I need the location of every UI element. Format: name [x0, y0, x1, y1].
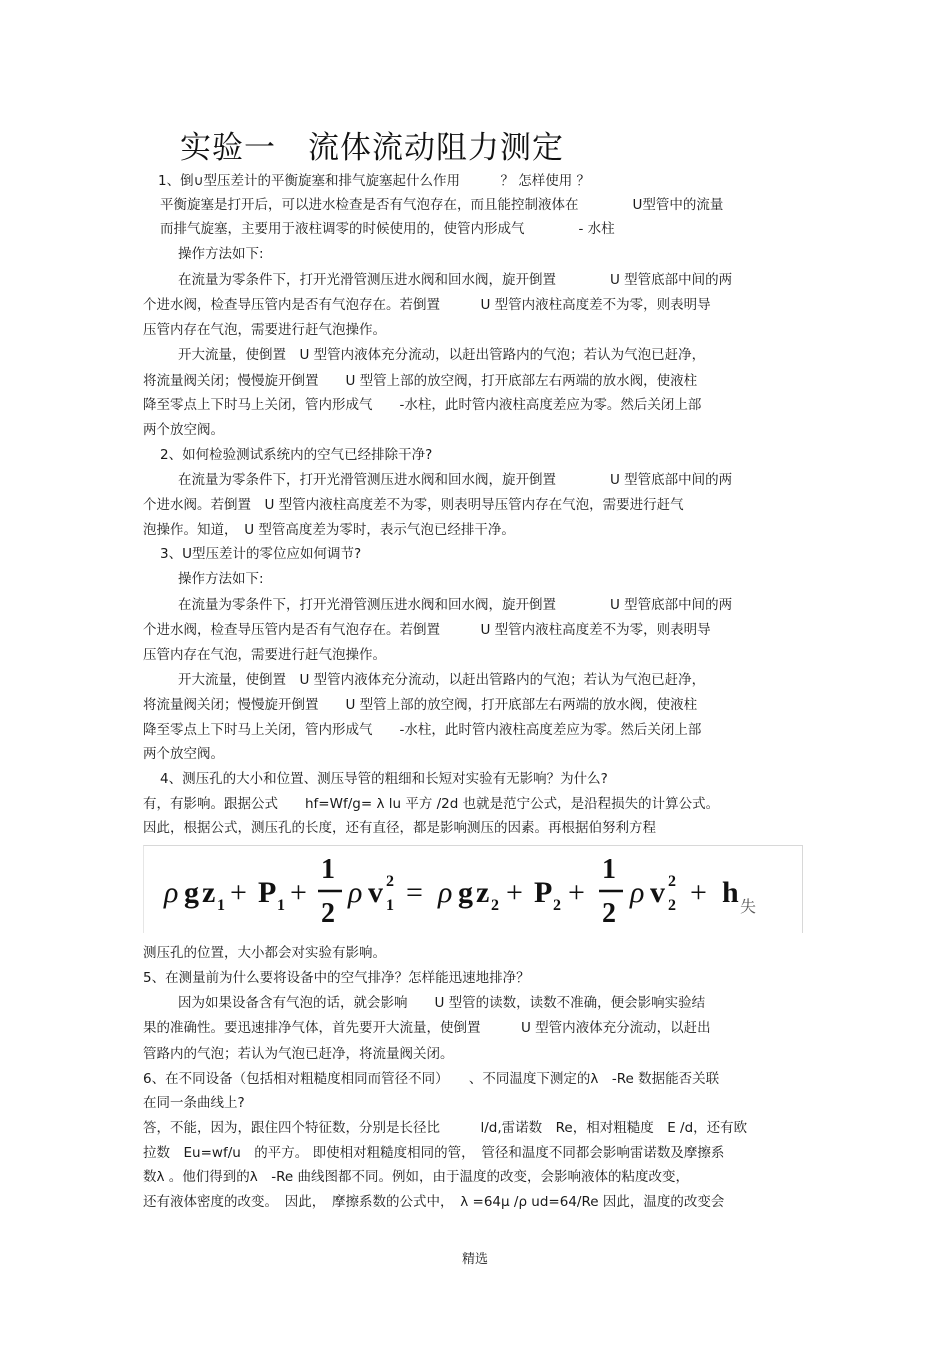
text-line: 降至零点上下时马上关闭，管内形成气 -水柱，此时管内液柱高度差应为零。然后关闭上部: [143, 722, 702, 738]
text-line: 个进水阀，检查导压管内是否有气泡存在。若倒置 U 型管内液柱高度差不为零，则表明导: [143, 297, 711, 313]
text-line: 测压孔的位置，大小都会对实验有影响。: [143, 945, 386, 961]
equation-svg: [144, 846, 802, 932]
text-line: 1、倒∪型压差计的平衡旋塞和排气旋塞起什么作用 ？ 怎样使用 ？: [158, 173, 591, 189]
eq-h: h: [722, 876, 739, 909]
eq-P-2: P: [534, 876, 553, 909]
text-line: 因此，根据公式，测压孔的长度，还有直径，都是影响测压的因素。再根据伯努利方程: [143, 820, 656, 836]
text-line: 6、在不同设备（包括相对粗糙度相同而管径不同） 、不同温度下测定的λ -Re 数据能否关联: [143, 1071, 720, 1087]
text-line: 将流量阀关闭；慢慢旋开倒置 U 型管上部的放空阀，打开底部左右两端的放水阀，使液柱: [143, 373, 698, 389]
eq-equals: =: [406, 876, 423, 909]
eq-g-2: g: [458, 876, 473, 909]
text-line: 开大流量，使倒置 U 型管内液体充分流动，以赶出管路内的气泡；若认为气泡已赶净，: [178, 347, 706, 363]
eq-v-sub-2: 2: [668, 897, 676, 914]
text-line: 答，不能，因为，跟住四个特征数，分别是长径比 l/d,雷诺数 Re，相对粗糙度 E /d，还有欧: [143, 1120, 748, 1136]
eq-v-1: v: [368, 876, 383, 909]
text-line: 将流量阀关闭；慢慢旋开倒置 U 型管上部的放空阀，打开底部左右两端的放水阀，使液柱: [143, 697, 698, 713]
eq-z-1: z: [202, 876, 216, 909]
eq-P-sub-2: 2: [553, 897, 561, 914]
eq-z-sub-2: 2: [491, 897, 499, 914]
page-footer: 精选: [461, 1252, 488, 1267]
text-line: 操作方法如下:: [178, 246, 264, 262]
text-line: 在同一条曲线上?: [143, 1095, 245, 1111]
eq-h-sub: 失: [740, 897, 757, 916]
eq-rho-3: ρ: [438, 876, 453, 909]
eq-z-2: z: [476, 876, 490, 909]
eq-P-sub-1: 1: [277, 897, 285, 914]
text-line: 3、U型压差计的零位应如何调节?: [160, 546, 362, 562]
eq-plus-5: +: [690, 876, 707, 909]
text-line: 拉数 Eu=wf/u 的平方。 即使相对粗糙度相同的管， 管径和温度不同都会影响雷诺数及摩擦系: [143, 1145, 725, 1161]
text-line: 2、如何检验测试系统内的空气已经排除干净?: [160, 447, 433, 463]
eq-frac-den-1: 2: [321, 898, 335, 929]
text-line: 操作方法如下:: [178, 571, 264, 587]
text-line: 开大流量，使倒置 U 型管内液体充分流动，以赶出管路内的气泡；若认为气泡已赶净，: [178, 672, 706, 688]
eq-P-1: P: [258, 876, 277, 909]
eq-frac-num-1: 1: [321, 854, 335, 885]
eq-v-2: v: [650, 876, 665, 909]
text-line: 在流量为零条件下，打开光滑管测压进水阀和回水阀，旋开倒置 U 型管底部中间的两: [178, 597, 733, 613]
text-line: 两个放空阀。: [143, 422, 224, 438]
bernoulli-equation: [143, 845, 803, 933]
eq-plus-3: +: [506, 876, 523, 909]
text-line: 有，有影响。跟据公式 hf=Wf/g= λ lu 平方 /2d 也就是范宁公式，是沿程损失的计算公式。: [143, 796, 720, 812]
text-line: 泡操作。知道， U 型管高度差为零时，表示气泡已经排干净。: [143, 522, 515, 538]
text-line: 4、测压孔的大小和位置、测压导管的粗细和长短对实验有无影响？为什么?: [160, 771, 608, 787]
text-line: 个进水阀。若倒置 U 型管内液柱高度差不为零，则表明导压管内存在气泡，需要进行赶气: [143, 497, 684, 513]
eq-rho-4: ρ: [630, 876, 645, 909]
text-line: 在流量为零条件下，打开光滑管测压进水阀和回水阀，旋开倒置 U 型管底部中间的两: [178, 272, 733, 288]
page-title: 实验一 流体流动阻力测定: [180, 130, 564, 166]
eq-frac-den-2: 2: [602, 898, 616, 929]
text-line: 而排气旋塞，主要用于液柱调零的时候使用的，使管内形成气 - 水柱: [160, 221, 615, 237]
text-line: 压管内存在气泡，需要进行赶气泡操作。: [143, 322, 386, 338]
text-line: 降至零点上下时马上关闭，管内形成气 -水柱，此时管内液柱高度差应为零。然后关闭上部: [143, 397, 702, 413]
text-line: 5、在测量前为什么要将设备中的空气排净？怎样能迅速地排净？: [143, 970, 530, 986]
eq-v-sub-1: 1: [386, 897, 394, 914]
text-line: 个进水阀，检查导压管内是否有气泡存在。若倒置 U 型管内液柱高度差不为零，则表明导: [143, 622, 711, 638]
text-line: 平衡旋塞是打开后，可以进水检查是否有气泡存在，而且能控制液体在 U型管中的流量: [160, 197, 724, 213]
eq-rho-1: ρ: [164, 876, 179, 909]
eq-g-1: g: [184, 876, 199, 909]
text-line: 两个放空阀。: [143, 746, 224, 762]
text-line: 压管内存在气泡，需要进行赶气泡操作。: [143, 647, 386, 663]
text-line: 因为如果设备含有气泡的话，就会影响 U 型管的读数，读数不准确，便会影响实验结: [178, 995, 706, 1011]
eq-v-sup-1: 2: [386, 873, 394, 890]
eq-z-sub-1: 1: [217, 897, 225, 914]
eq-v-sup-2: 2: [668, 873, 676, 890]
text-line: 果的准确性。要迅速排净气体，首先要开大流量，使倒置 U 型管内液体充分流动，以赶出: [143, 1020, 711, 1036]
text-line: 在流量为零条件下，打开光滑管测压进水阀和回水阀，旋开倒置 U 型管底部中间的两: [178, 472, 733, 488]
eq-rho-2: ρ: [348, 876, 363, 909]
eq-frac-num-2: 1: [602, 854, 616, 885]
text-line: 还有液体密度的改变。 因此， 摩擦系数的公式中， λ =64μ /ρ ud=64/Re 因此，温度的改变会: [143, 1194, 725, 1210]
text-line: 管路内的气泡；若认为气泡已赶净，将流量阀关闭。: [143, 1046, 454, 1062]
text-line: 数λ 。他们得到的λ -Re 曲线图都不同。例如，由于温度的改变，会影响液体的粘度改变，: [143, 1169, 690, 1185]
eq-plus-4: +: [568, 876, 585, 909]
eq-plus-1: +: [230, 876, 247, 909]
eq-plus-2: +: [290, 876, 307, 909]
